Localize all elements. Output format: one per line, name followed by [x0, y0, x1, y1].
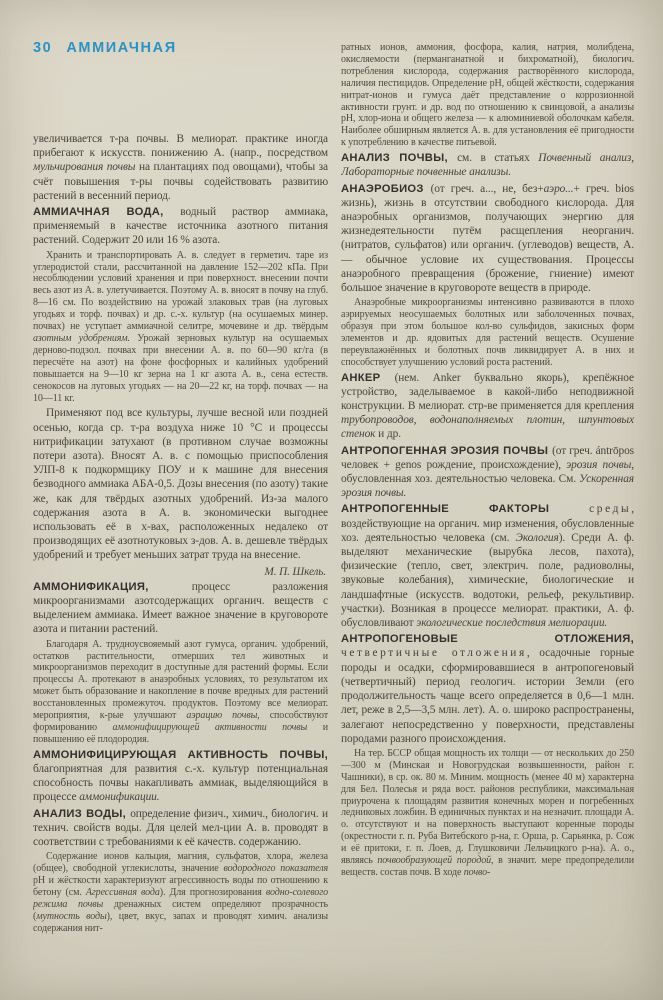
text-segment: экологические последствия мелиорации.: [416, 617, 608, 630]
running-head-guide-word: АММИАЧНАЯ: [66, 40, 177, 56]
article-paragraph: [33, 639, 328, 746]
text-segment: водный раствор аммиака, применяемый в качестве источника азотного питания растений. Содержит 20 или 16 % азота.: [33, 206, 328, 247]
text-segment: процесс разложения микроорганизмами азотсодержащих органич. веществ с выделением аммиака. Имеет важное значение в круговороте азота и питании растений.: [33, 580, 328, 636]
text-segment: Анаэробные микроорганизмы интенсивно развиваются в плохо аэрируемых неосушаемых болотных или заболоченных почвах, образуя при этом большое кол-во сульфидов, закисных форм элементов и др. ядовитых для растений веществ. Осушение переувлажнённых и болотных почв ликвидирует А. в них и способствует улучшению условий роста растений.: [341, 297, 634, 368]
text-segment: аммонифицирующей активности почвы: [112, 722, 308, 733]
text-segment: азотным удобрениям.: [33, 332, 130, 344]
text-segment: увеличивается т-ра почвы. В мелиорат. практике иногда прибегают к искусств. понижению А. (напр., посредством: [33, 133, 328, 160]
article-headword: АНАЭРОБИОЗ: [341, 182, 431, 195]
article-headword: АММОНИФИЦИРУЮЩАЯ АКТИВНОСТЬ ПОЧВЫ,: [33, 748, 328, 761]
text-segment: pH и жёсткости характеризуют агрессивность воды по отношению к бетону (см.: [33, 875, 328, 898]
article-paragraph: [341, 151, 634, 179]
text-segment: Ускоренная эрозия почвы.: [341, 473, 634, 500]
text-segment: аэрацию почвы: [186, 710, 258, 722]
text-segment: и др.: [375, 428, 401, 441]
article-paragraph: [33, 132, 328, 203]
text-segment: на плантациях под овощами), чтобы за счёт повышения т-ры почвы содействовать развитию растений в весенний период.: [33, 161, 328, 202]
text-segment: почво-: [463, 866, 491, 878]
text-segment: , в значит. мере предопределили веществ. состав почв. В ходе: [341, 855, 634, 878]
text-segment: определение физич., химич., биологич. и технич. свойств воды. Для целей мел-ции А. в. проводят в соответствии с требованиями к её качеств. содержанию.: [33, 807, 328, 849]
author-signature: [33, 565, 326, 579]
article-paragraph: [33, 406, 328, 562]
article-paragraph: [33, 250, 328, 405]
text-segment: (от греч. ántrōpos человек + genos рождение, происхождение),: [341, 444, 634, 471]
article-paragraph: [341, 297, 634, 368]
text-segment: ), цвет, вкус, запах и проводят химич. анализы содержания нит-: [33, 910, 328, 934]
text-segment: Содержание ионов кальция, магния, сульфатов, хлора, железа (общее), свободной углекислоты, значение: [33, 851, 328, 875]
article-headword: АНКЕР: [341, 371, 395, 384]
text-segment: аммонификации.: [79, 791, 160, 804]
article-headword: АНАЛИЗ ВОДЫ,: [33, 807, 131, 820]
text-segment: почвообразующей породой: [377, 855, 491, 867]
text-segment: четвертичные отложения: [341, 647, 527, 660]
left-text-column: [33, 40, 328, 990]
article-headword: АНАЛИЗ ПОЧВЫ,: [341, 152, 458, 165]
article-paragraph: [33, 580, 328, 637]
text-segment: (нем. Anker буквально якорь), крепёжное устройство, заделываемое в какой-либо неподвижной конструкции. В мелиорат. стр-ве применяется для крепления: [341, 371, 634, 413]
article-paragraph: [33, 748, 328, 805]
text-segment: эрозия почвы: [566, 458, 632, 471]
article-paragraph: [341, 632, 634, 746]
article-paragraph: [341, 502, 634, 630]
text-segment: М. П. Шкель.: [264, 565, 326, 578]
text-segment: водно-солевого режима почвы: [33, 886, 328, 910]
article-paragraph: [341, 371, 634, 442]
article-paragraph: [33, 205, 328, 248]
right-text-column: [341, 40, 634, 990]
text-segment: ). Среди А. ф. выделяют механические (вырубка лесов, пахота), физические (тепло, свет, электрич. поле, радиоволны, звуковые колебания), химические, биологические и ландшафтные (искусств. водотоки, рельеф, рекультивир. участки). Возникая в процессе мелиорат. практики, А. ф. обусловливают: [341, 531, 634, 630]
text-segment: Хранить и транспортировать А. в. следует в герметич. таре из углеродистой стали, рассчитанной на давление 152—202 кПа. При несоблюдении условий хранения и при поверхност. внесении почти весь азот из А. в. улетучивается. Поэтому А. в. вносят в почву на глуб. 8—16 см. По воздействию на урожай злаковых трав (на луговых угодьях и торф. почвах) и др. с.-х. культур (на осушаемых минер. почвах) не уступает аммиачной селитре, мочевине и др. твёрдым: [33, 249, 328, 333]
page-number: 30: [33, 40, 53, 56]
text-segment: Применяют под все культуры, лучше весной или поздней осенью, когда ср. т-ра воздуха ниже 10 °С и процессы нитрификации затухают (в противном случае возможны потери азота). Вносят А. в. с помощью приспособления УЛП-8 к подкормщику ПОУ и к машине для внесения безводного аммиака АБА-0,5. Дозы внесения (по азоту) такие же, как для твёрдых азотных удобрений. Из-за малого содержания азота в А. в. экономически выгоднее использовать её в х-вах, расположенных недалеко от производящих её азотнотуковых з-дов. А. в. дешевле твёрдых удобрений и требует меньших затрат труда на внесение.: [33, 407, 328, 562]
text-segment: ). Для прогнозирования: [159, 886, 266, 898]
text-segment: + греч. bios жизнь), жизнь в отсутствии свободного кислорода. Для анаэробных организмов, получающих энергию для жизнедеятельности путём расщепления неорганич. (нитратов, сульфатов) или органич. (углеводов) веществ, А.— обычное условие их существования. Процессы анаэробного превращения (брожение, гниение) имеют большое значение в круговороте веществ в природе.: [341, 182, 634, 294]
text-segment: Почвенный анализ, Лабораторные почвенные анализы.: [341, 152, 634, 179]
article-headword: АНТРОПОГЕННАЯ ЭРОЗИЯ ПОЧВЫ: [341, 444, 553, 457]
text-segment: мутность воды: [36, 910, 107, 922]
article-paragraph: [341, 444, 634, 501]
text-segment: аэро...: [543, 182, 574, 195]
article-paragraph: [341, 182, 634, 296]
article-headword: АММИАЧНАЯ ВОДА,: [33, 206, 181, 219]
article-paragraph: [33, 851, 328, 934]
text-segment: дренажных систем определяют прозрачность (: [33, 898, 328, 922]
text-segment: , обусловленная хоз. деятельностью человека. См.: [341, 458, 634, 486]
text-segment: и повышению её плодородия.: [33, 722, 328, 745]
text-segment: Урожай зерновых культур на осушаемых дерново-подзол. почвах при внесении А. в. по 60—90 кг/га (в пересчёте на азот) на фоне фосфорных и калийных удобрений повышается на 9—10 кг зерна на 1 кг азота А. в., сена естеств. сенокосов на луговых угодьях — на 20—22 кг, на торф. почвах — на 10—11 кг.: [33, 332, 328, 404]
text-segment: На тер. БССР общая мощность их толщи — от нескольких до 250—300 м (Минская и Новогрудская возвышенности, район г. Чашники), в ср. ок. 80 м. Миним. мощность (менее 40 м) характерна для Бел. Полесья и ряда вост. районов республики, максимальная приурочена к площадям развития конечных морен и погребенных ледниковых ложбин. В единичных пунктах и на незначит. площади А. о. отсутствуют и на поверхность выступают коренные породы (окрестности г. п. Руба Витебского р-на, г. Орша, р. Сарьянка, р. Сож и её притоки, г. п. Лоев, д. Глушковичи Лельчицкого р-на). А. о., являясь: [341, 747, 634, 867]
text-segment: благоприятная для развития с.-х. культур потенциальная способность почвы накапливать аммиак, выделяющийся в процессе: [33, 763, 328, 804]
text-segment: водородного показателя: [223, 863, 328, 875]
text-segment: Экология: [515, 531, 559, 544]
text-segment: трубопроводов, водонаполняемых плотин, шпунтовых стенок: [341, 414, 634, 441]
text-segment: , осадочные горные породы и осадки, сформировавшиеся в антропогеновый (четвертичный) период геологич. истории Земли (его продолжительность чаще всего определяется в 0,6—1 млн. лет, реже в 2,5—3,5 млн. лет). А. о. широко распространены, залегают непосредственно у поверхности, представлены породами разного происхождения.: [341, 647, 634, 745]
article-headword: АММОНИФИКАЦИЯ,: [33, 580, 192, 593]
text-segment: (от греч. а..., не, без+: [430, 182, 544, 195]
text-segment: среды: [589, 503, 632, 516]
text-segment: , способствуют формированию: [33, 710, 328, 733]
text-segment: мульчирования почвы: [33, 161, 136, 174]
article-headword: АНТРОПОГЕНОВЫЕ ОТЛОЖЕНИЯ,: [341, 633, 634, 646]
text-segment: , воздействующие на органич. мир изменения, обусловленные хоз. деятельностью человека (см.: [341, 503, 634, 544]
article-headword: АНТРОПОГЕННЫЕ ФАКТОРЫ: [341, 503, 590, 516]
text-segment: см. в статьях: [457, 152, 539, 165]
article-paragraph: [341, 748, 634, 879]
text-segment: ратных ионов, аммония, фосфора, калия, натрия, молибдена, окисляемости (перманганатной и бихроматной), биологич. потребления кислорода, содержания растворённого кислорода, наличия пестицидов. Определение pH, общей жёсткости, содержания нитрат-ионов и гумуса даёт представление о коррозионной активности грунт. и др. вод по отношению к свинцовой, а анализы pH, хлор-иона и общего железа — к алюминиевой оболочкам кабеля. Наиболее обширным является А. в. для установления её пригодности к употреблению в качестве питьевой.: [341, 42, 634, 149]
text-segment: Благодаря А. трудноусвояемый азот гумуса, органич. удобрений, остатков растительности, отмерших тел животных и микроорганизмов переходит в доступные для растений формы. Если процессы А. протекают в анаэробных условиях, то результатом их может быть образование и накопление в почве вредных для растений восстановленных промежуточ. продуктов. Поэтому все мелиорат. мероприятия, к-рые улучшают: [33, 638, 328, 722]
article-paragraph: [33, 807, 328, 850]
article-paragraph: [341, 42, 634, 149]
text-segment: Агрессивная вода: [85, 886, 160, 898]
